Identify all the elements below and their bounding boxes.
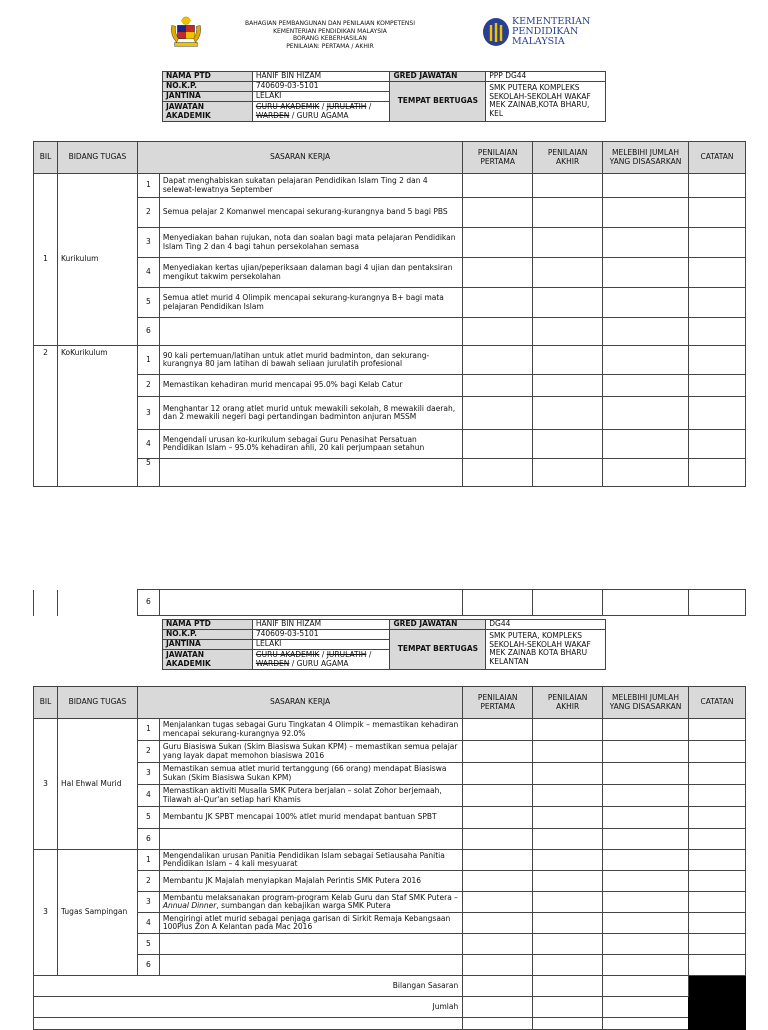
nama-value: HANIF BIN HIZAM bbox=[252, 72, 390, 82]
item-number: 3 bbox=[137, 763, 159, 785]
logo-line: PENDIDIKAN bbox=[512, 26, 579, 37]
gred-label: GRED JAWATAN bbox=[390, 72, 486, 82]
gred-label: GRED JAWATAN bbox=[390, 620, 486, 630]
nokp-label: NO.K.P. bbox=[163, 82, 253, 92]
col-catatan: CATATAN bbox=[688, 142, 745, 174]
item-text bbox=[159, 318, 462, 346]
item-text-part: , sumbangan dan kebajikan warga SMK Putera bbox=[216, 901, 391, 910]
title-line: BAHAGIAN PEMBANGUNAN DAN PENILAIAN KOMPETENSI bbox=[245, 20, 415, 27]
jantina-value: LELAKI bbox=[252, 92, 390, 102]
kpm-logo-icon bbox=[482, 17, 510, 47]
jawatan-part: / GURU AGAMA bbox=[289, 658, 349, 668]
logo-line: KEMENTERIAN bbox=[512, 16, 591, 27]
jawatan-part: WARDEN bbox=[255, 658, 290, 668]
item-text-italic: Annual Dinner bbox=[162, 901, 217, 910]
title-line: BORANG KEBERHASILAN bbox=[293, 35, 367, 42]
item-text: Menyediakan bahan rujukan, nota dan soalan bagi mata pelajaran Pendidikan Islam Ting 2 dan 4 bagi tahun persekolahan semasa bbox=[159, 228, 462, 258]
col-catatan: CATATAN bbox=[689, 687, 746, 719]
item-number: 3 bbox=[137, 228, 159, 258]
item-number: 5 bbox=[137, 934, 159, 955]
gred-value: PPP DG44 bbox=[486, 72, 606, 82]
bilangan-sasaran-label: Bilangan Sasaran bbox=[34, 976, 463, 997]
info-table bbox=[162, 619, 606, 670]
item-text: Menyediakan kertas ujian/peperiksaan dalaman bagi 4 ujian dan pentaksiran mengikut takwim persekolahan bbox=[159, 258, 462, 288]
separator: / bbox=[319, 102, 327, 111]
tempat-label: TEMPAT BERTUGAS bbox=[390, 630, 486, 670]
item-number: 6 bbox=[137, 590, 159, 616]
item-number: 5 bbox=[137, 459, 159, 487]
document-title bbox=[225, 20, 435, 50]
page-break bbox=[0, 493, 768, 588]
item-text: Membantu JK Majalah menyiapkan Majalah Perintis SMK Putera 2016 bbox=[159, 871, 462, 892]
tempat-value: SMK PUTERA, KOMPLEKS SEKOLAH-SEKOLAH WAKAF MEK ZAINAB KOTA BHARU KELANTAN bbox=[486, 630, 606, 670]
jantina-label: JANTINA bbox=[163, 640, 253, 650]
logo-line: MALAYSIA bbox=[512, 36, 565, 47]
jawatan-part: WARDEN bbox=[255, 110, 290, 120]
item-number: 2 bbox=[137, 741, 159, 763]
item-text: Semua pelajar 2 Komanwel mencapai sekurang-kurangnya band 5 bagi PBS bbox=[159, 198, 462, 228]
jawatan-part: JURULATIH bbox=[326, 650, 367, 659]
jantina-value: LELAKI bbox=[252, 640, 390, 650]
nama-label: NAMA PTD bbox=[163, 72, 253, 82]
col-akhir: PENILAIAN AKHIR bbox=[533, 687, 603, 719]
jumlah-label: Jumlah bbox=[34, 997, 463, 1018]
item-number: 6 bbox=[137, 829, 159, 850]
item-number: 1 bbox=[137, 346, 159, 375]
item-text: Mengiringi atlet murid sebagai penjaga garisan di Sirkit Remaja Kebangsaan 100Plus Zon A Kelantan pada Mac 2016 bbox=[159, 913, 462, 934]
target-table-1 bbox=[33, 141, 746, 487]
separator: / bbox=[319, 650, 327, 659]
item-number: 4 bbox=[137, 913, 159, 934]
item-number: 4 bbox=[137, 258, 159, 288]
malaysia-coat-of-arms-icon bbox=[167, 14, 205, 56]
kpm-logo bbox=[482, 15, 592, 49]
section-bidang: Tugas Sampingan bbox=[57, 850, 137, 976]
jawatan-part: / GURU AGAMA bbox=[289, 110, 349, 120]
item-number: 2 bbox=[137, 375, 159, 397]
item-text: Memastikan semua atlet murid tertanggung (66 orang) mendapat Biasiswa Sukan (Skim Biasiswa Sukan KPM) bbox=[159, 763, 462, 785]
tempat-value: SMK PUTERA KOMPLEKS SEKOLAH-SEKOLAH WAKAF MEK ZAINAB,KOTA BHARU, KEL bbox=[486, 82, 606, 122]
col-pertama: PENILAIAN PERTAMA bbox=[463, 687, 533, 719]
section-bidang: Hal Ehwal Murid bbox=[57, 719, 137, 850]
col-bidang: BIDANG TUGAS bbox=[57, 687, 137, 719]
col-melebihi: MELEBIHI JUMLAH YANG DISASARKAN bbox=[603, 687, 689, 719]
gred-value: DG44 bbox=[486, 620, 606, 630]
item-number: 3 bbox=[137, 397, 159, 430]
item-text: Semua atlet murid 4 Olimpik mencapai sekurang-kurangnya B+ bagi mata pelajaran Pendidikan Islam bbox=[159, 288, 462, 318]
item-number: 5 bbox=[137, 807, 159, 829]
item-text bbox=[159, 459, 462, 487]
item-text: Memastikan aktiviti Musalla SMK Putera berjalan – solat Zohor berjemaah, Tilawah al-Qur'an setiap hari Khamis bbox=[159, 785, 462, 807]
item-number: 1 bbox=[137, 174, 159, 198]
jantina-label: JANTINA bbox=[163, 92, 253, 102]
tempat-label: TEMPAT BERTUGAS bbox=[390, 82, 486, 122]
jawatan-part: JURULATIH bbox=[326, 102, 367, 111]
item-number: 1 bbox=[137, 850, 159, 871]
col-melebihi: MELEBIHI JUMLAH YANG DISASARKAN bbox=[603, 142, 689, 174]
item-number: 2 bbox=[137, 198, 159, 228]
nokp-value: 740609-03-5101 bbox=[252, 630, 390, 640]
col-akhir: PENILAIAN AKHIR bbox=[533, 142, 603, 174]
item-text: Menjalankan tugas sebagai Guru Tingkatan 4 Olimpik – memastikan kehadiran mencapai sekurang-kurangnya 92.0% bbox=[159, 719, 462, 741]
title-line: KEMENTERIAN PENDIDIKAN MALAYSIA bbox=[273, 27, 387, 35]
item-number: 4 bbox=[137, 430, 159, 459]
col-sasaran: SASARAN KERJA bbox=[137, 687, 462, 719]
item-text bbox=[159, 829, 462, 850]
col-pertama: PENILAIAN PERTAMA bbox=[463, 142, 533, 174]
item-number: 4 bbox=[137, 785, 159, 807]
title-line: PENILAIAN: PERTAMA / AKHIR bbox=[286, 42, 374, 50]
nama-label: NAMA PTD bbox=[163, 620, 253, 630]
jawatan-value bbox=[252, 102, 390, 122]
item-text: Guru Biasiswa Sukan (Skim Biasiswa Sukan KPM) – memastikan semua pelajar yang layak dapat memohon biasiswa 2016 bbox=[159, 741, 462, 763]
info-table bbox=[162, 71, 606, 122]
col-bil: BIL bbox=[34, 142, 58, 174]
section-bidang: KoKurikulum bbox=[57, 346, 137, 487]
jawatan-part: GURU AKADEMIK bbox=[255, 650, 320, 659]
item-text: Membantu JK SPBT mencapai 100% atlet murid mendapat bantuan SPBT bbox=[159, 807, 462, 829]
item-number: 3 bbox=[137, 892, 159, 913]
blacked-cell bbox=[689, 976, 746, 1030]
section-bil: 3 bbox=[34, 719, 58, 850]
item-text bbox=[159, 892, 462, 913]
item-text bbox=[159, 934, 462, 955]
col-sasaran: SASARAN KERJA bbox=[137, 142, 462, 174]
item-text: 90 kali pertemuan/latihan untuk atlet murid badminton, dan sekurang-kurangnya 80 jam latihan di bawah seliaan jurulatih profesional bbox=[159, 346, 462, 375]
section-bil: 1 bbox=[34, 174, 58, 346]
item-text: Menghantar 12 orang atlet murid untuk mewakili sekolah, 8 mewakili daerah, dan 2 mewakili negeri bagi pertandingan badminton anjuran MSSM bbox=[159, 397, 462, 430]
item-text: Mengendalikan urusan Panitia Pendidikan Islam sebagai Setiausaha Panitia Pendidikan Islam – 4 kali mesyuarat bbox=[159, 850, 462, 871]
target-table-2 bbox=[33, 686, 746, 1030]
jawatan-label: JAWATAN AKADEMIK bbox=[163, 650, 253, 670]
item-text-part: Membantu melaksanakan program-program Kelab Guru dan Staf SMK Putera – bbox=[162, 892, 458, 902]
item-text: Memastikan kehadiran murid mencapai 95.0% bagi Kelab Catur bbox=[159, 375, 462, 397]
section-bidang: Kurikulum bbox=[57, 174, 137, 346]
item-text: Mengendali urusan ko-kurikulum sebagai Guru Penasihat Persatuan Pendidikan Islam – 95.0% kehadiran ahli, 20 kali perjumpaan setahun bbox=[159, 430, 462, 459]
jawatan-label: JAWATAN AKADEMIK bbox=[163, 102, 253, 122]
item-text bbox=[159, 955, 462, 976]
nama-value: HANIF BIN HIZAM bbox=[252, 620, 390, 630]
item-text: Dapat menghabiskan sukatan pelajaran Pendidikan Islam Ting 2 dan 4 selewat-lewatnya September bbox=[159, 174, 462, 198]
col-bil: BIL bbox=[34, 687, 58, 719]
separator: / bbox=[366, 650, 372, 659]
nokp-label: NO.K.P. bbox=[163, 630, 253, 640]
item-number: 5 bbox=[137, 288, 159, 318]
item-number: 1 bbox=[137, 719, 159, 741]
continuation-row bbox=[33, 589, 746, 616]
section-bil: 3 bbox=[34, 850, 58, 976]
section-bil: 2 bbox=[34, 346, 58, 487]
item-number: 6 bbox=[137, 955, 159, 976]
separator: / bbox=[366, 102, 372, 111]
nokp-value: 740609-03-5101 bbox=[252, 82, 390, 92]
jawatan-value bbox=[252, 650, 390, 670]
item-number: 6 bbox=[137, 318, 159, 346]
jawatan-part: GURU AKADEMIK bbox=[255, 102, 320, 111]
col-bidang: BIDANG TUGAS bbox=[57, 142, 137, 174]
item-number: 2 bbox=[137, 871, 159, 892]
